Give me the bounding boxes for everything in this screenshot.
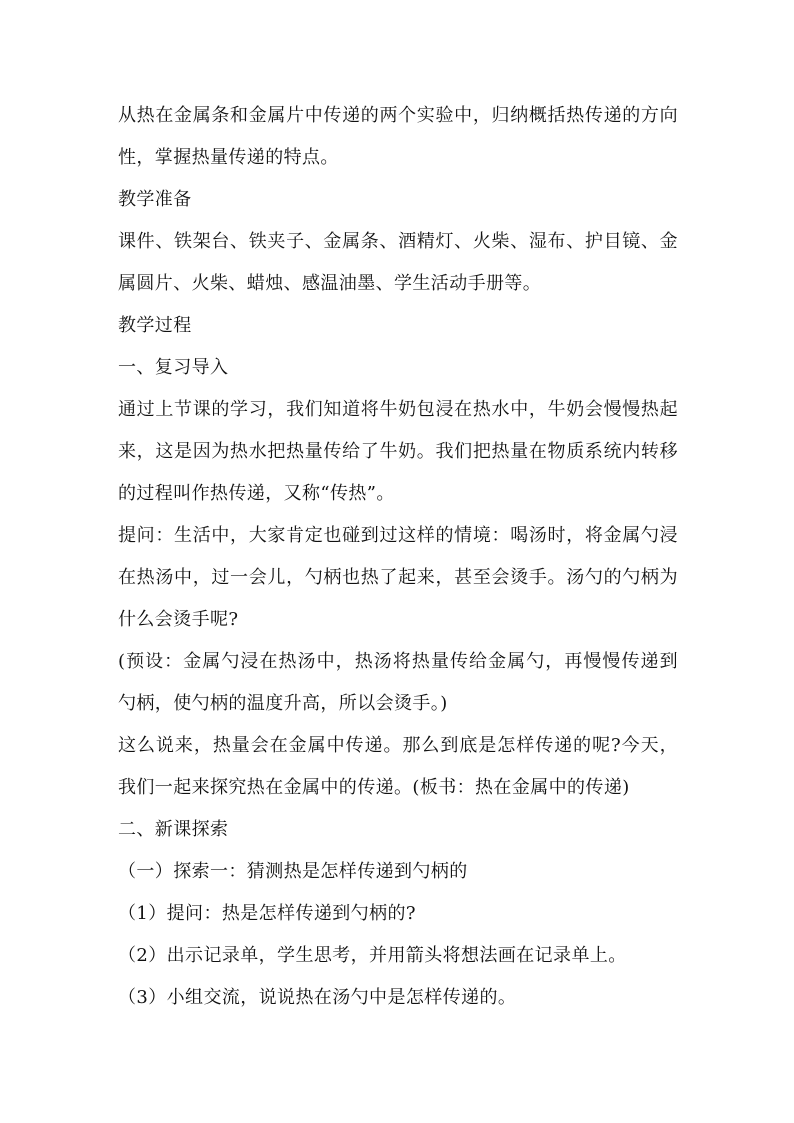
paragraph-line: 课件、铁架台、铁夹子、金属条、酒精灯、火柴、湿布、护目镜、金 [118,231,678,252]
paragraph-line: (预设：金属勺浸在热汤中，热汤将热量传给金属勺，再慢慢传递到 [118,651,678,672]
section-heading: 一、复习导入 [118,357,229,378]
list-item: （2）出示记录单，学生思考，并用箭头将想法画在记录单上。 [118,945,627,966]
paragraph-line: 性，掌握热量传递的特点。 [118,147,339,168]
paragraph-line: 从热在金属条和金属片中传递的两个实验中，归纳概括热传递的方向 [118,105,678,126]
list-item: （3）小组交流，说说热在汤勺中是怎样传递的。 [118,987,517,1008]
paragraph-line: 提问：生活中，大家肯定也碰到过这样的情境：喝汤时，将金属勺浸 [118,525,678,546]
paragraph-line: 来，这是因为热水把热量传给了牛奶。我们把热量在物质系统内转移 [118,441,678,462]
paragraph-line: 的过程叫作热传递，又称“传热”。 [118,483,395,504]
paragraph-line: 这么说来，热量会在金属中传递。那么到底是怎样传递的呢?今天， [118,735,678,756]
paragraph-line: 在热汤中，过一会儿，勺柄也热了起来，甚至会烫手。汤勺的勺柄为 [118,567,678,588]
paragraph-line: 我们一起来探究热在金属中的传递。(板书：热在金属中的传递) [118,777,630,798]
list-item: （1）提问：热是怎样传递到勺柄的? [118,903,416,924]
section-heading: 教学准备 [118,189,192,210]
section-heading: 教学过程 [118,315,192,336]
paragraph-line: 勺柄，使勺柄的温度升高，所以会烫手。) [118,693,448,714]
paragraph-line: 什么会烫手呢? [118,609,239,630]
document-body [118,95,678,1019]
paragraph-line: 通过上节课的学习，我们知道将牛奶包浸在热水中，牛奶会慢慢热起 [118,399,678,420]
section-heading: 二、新课探索 [118,819,229,840]
subsection-heading: （一）探索一：猜测热是怎样传递到勺柄的 [118,861,468,882]
paragraph-line: 属圆片、火柴、蜡烛、感温油墨、学生活动手册等。 [118,273,542,294]
